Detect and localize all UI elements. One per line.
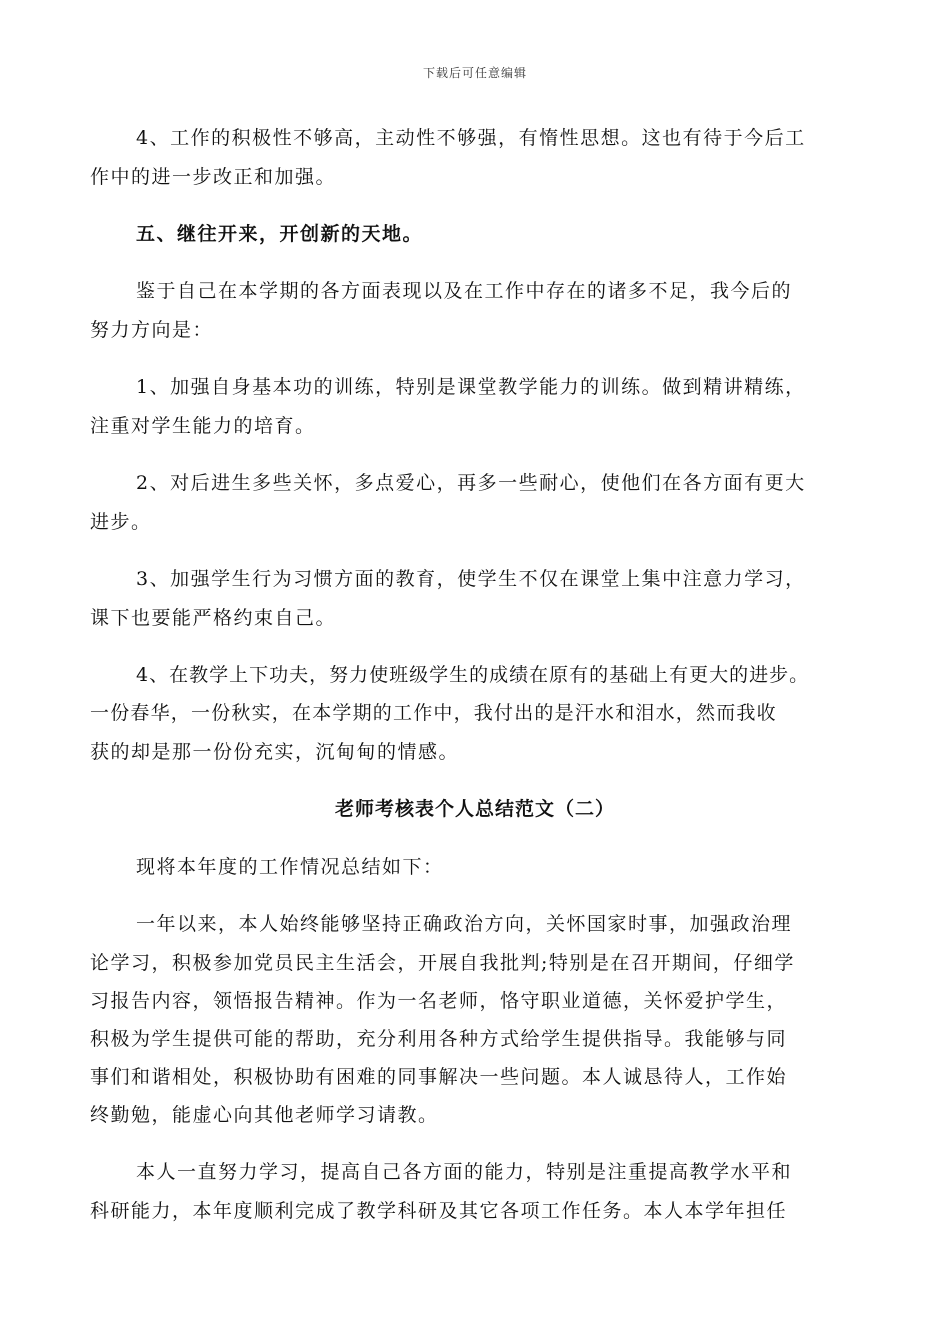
- paragraph-line: 2、对后进生多些关怀，多点爱心，再多一些耐心，使他们在各方面有更大: [136, 472, 806, 494]
- paragraph-line: 现将本年度的工作情况总结如下：: [136, 856, 444, 878]
- paragraph-line: 本人一直努力学习，提高自己各方面的能力，特别是注重提高教学水平和: [136, 1161, 793, 1183]
- paragraph-line: 一年以来，本人始终能够坚持正确政治方向，关怀国家时事，加强政治理: [136, 913, 793, 935]
- paragraph-line: 科研能力，本年度顺利完成了教学科研及其它各项工作任务。本人本学年担任: [90, 1200, 788, 1222]
- paragraph-line: 终勤勉，能虚心向其他老师学习请教。: [90, 1104, 439, 1126]
- paragraph-line: 获的却是那一份份充实，沉甸甸的情感。: [90, 741, 460, 763]
- paragraph-line: 4、在教学上下功夫，努力使班级学生的成绩在原有的基础上有更大的进步。: [136, 664, 810, 686]
- paragraph-line: 作中的进一步改正和加强。: [90, 166, 337, 188]
- paragraph-line: 4、工作的积极性不够高，主动性不够强，有惰性思想。这也有待于今后工: [136, 127, 806, 149]
- page-header: 下载后可任意编辑: [422, 66, 527, 80]
- paragraph-line: 课下也要能严格约束自己。: [90, 607, 337, 629]
- paragraph-line: 一份春华，一份秋实，在本学期的工作中，我付出的是汗水和泪水，然而我收: [90, 702, 777, 724]
- paragraph-line: 进步。: [90, 511, 152, 533]
- paragraph-line: 努力方向是：: [90, 319, 214, 341]
- paragraph-line: 鉴于自己在本学期的各方面表现以及在工作中存在的诸多不足，我今后的: [136, 280, 793, 302]
- paragraph-line: 注重对学生能力的培育。: [90, 415, 316, 437]
- document-title: 老师考核表个人总结范文（二）: [334, 798, 615, 820]
- paragraph-line: 习报告内容，领悟报告精神。作为一名老师，恪守职业道德，关怀爱护学生，: [90, 990, 788, 1012]
- section-heading: 五、继往开来，开创新的天地。: [136, 223, 424, 245]
- paragraph-line: 事们和谐相处，积极协助有困难的同事解决一些问题。本人诚恳待人，工作始: [90, 1066, 788, 1088]
- paragraph-line: 3、加强学生行为习惯方面的教育，使学生不仅在课堂上集中注意力学习，: [136, 568, 806, 590]
- paragraph-line: 积极为学生提供可能的帮助，充分利用各种方式给学生提供指导。我能够与同: [90, 1028, 788, 1050]
- paragraph-line: 1、加强自身基本功的训练，特别是课堂教学能力的训练。做到精讲精练，: [136, 376, 806, 398]
- paragraph-line: 论学习，积极参加党员民主生活会，开展自我批判;特别是在召开期间，仔细学: [90, 952, 795, 974]
